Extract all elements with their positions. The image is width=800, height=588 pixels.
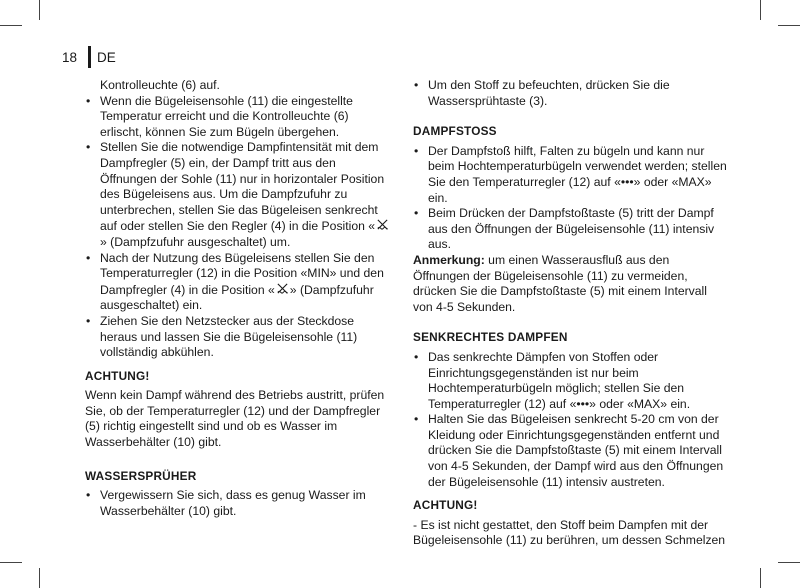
bullet-icon: • — [414, 143, 419, 158]
bullet-icon: • — [414, 349, 419, 364]
continuation-text: Kontrolleuchte (6) auf. — [100, 78, 220, 92]
bullet-icon: • — [414, 412, 419, 427]
crop-mark — [0, 25, 22, 26]
crop-mark — [778, 562, 800, 563]
left-column — [85, 78, 391, 519]
page-header — [62, 46, 116, 68]
section-heading-sprayer: WASSERSPRÜHER — [85, 468, 197, 483]
language-code: DE — [97, 49, 116, 65]
list-item: • Vergewissern Sie sich, dass es genug Wasser im Wasserbehälter (10) gibt. — [86, 488, 366, 518]
bullet-icon: • — [86, 250, 91, 265]
note-label: Anmerkung: — [413, 252, 485, 267]
crop-mark — [760, 568, 761, 588]
list-item: • Beim Drücken der Dampfstoßtaste (5) tritt der Dampf aus den Öffnungen der Bügeleisensohle (11) intensiv aus. — [414, 206, 715, 252]
crop-mark — [778, 25, 800, 26]
warning-text: Wenn kein Dampf während des Betriebs austritt, prüfen Sie, ob der Temperaturregler (12) und der Dampfregler (5) richtig eingestellt sind und ob es Wasser im Wasserbehälter (10) gibt. — [85, 388, 385, 450]
crop-mark — [760, 0, 761, 20]
list-item: • Um den Stoff zu befeuchten, drücken Sie die Wassersprühtaste (3). — [414, 78, 670, 108]
note-text: um einen Wasserausfluß aus den Öffnungen der Bügeleisensohle (11) zu vermeiden, drücken Sie die Dampfstoßtaste (5) mit einem Intervall von 4-5 Sekunden. — [413, 252, 707, 314]
bullet-icon: • — [414, 206, 419, 221]
header-divider — [88, 46, 91, 68]
list-item: • Nach der Nutzung des Bügeleisens stellen Sie den Temperaturregler (12) in die Position «MIN» und den Dampfregler (4) in die Position « » (Dampfzufuhr ausgeschaltet) ein. — [86, 250, 384, 313]
page-number: 18 — [62, 49, 78, 65]
steam-off-icon — [376, 218, 389, 231]
note-paragraph — [413, 253, 729, 315]
crop-mark — [0, 562, 22, 563]
crop-mark — [39, 0, 40, 20]
list-item: • Wenn die Bügeleisensohle (11) die eingestellte Temperatur erreicht und die Kontrolleuchte (6) erlischt, können Sie zum Bügeln übergehen. — [86, 93, 353, 139]
bullet-icon: • — [86, 140, 91, 155]
list-item: • Stellen Sie die notwendige Dampfintensität mit dem Dampfregler (5) ein, der Dampf tritt aus den Öffnungen der Sohle (11) nur in horizontaler Position des Bügeleisens aus. Um die Dampfzufuhr zu unterbrechen, stellen Sie das Bügeleisen senkrecht auf oder stellen Sie den Regler (4) in die Position «» (Dampfzufuhr ausgeschaltet) um. — [85, 140, 391, 250]
bullet-icon: • — [86, 93, 91, 108]
crop-mark — [39, 568, 40, 588]
bullet-icon: • — [86, 313, 91, 328]
section-heading-burst: DAMPFSTOSS — [413, 124, 497, 139]
warning-heading: ACHTUNG! — [413, 498, 478, 513]
list-item: • Halten Sie das Bügeleisen senkrecht 5-20 cm von der Kleidung oder Einrichtungsgegenständen entfernt und drücken Sie die Dampfstoßtaste (5) mit einem Intervall von 4-5 Sekunden, der Dampf wird aus den Öffnungen der Bügeleisensohle (11) intensiv austreten. — [414, 412, 724, 489]
bullet-icon: • — [414, 78, 419, 92]
section-heading-vertical: SENKRECHTES DAMPFEN — [413, 330, 568, 345]
list-item: • Der Dampfstoß hilft, Falten zu bügeln und kann nur beim Hochtemperaturbügeln verwendet werden; stellen Sie den Temperaturregler (12) auf «•••» oder «MAX» ein. — [414, 143, 727, 205]
list-item: • Ziehen Sie den Netzstecker aus der Steckdose heraus und lassen Sie die Bügeleisensohle (11) vollständig abkühlen. — [86, 313, 358, 360]
warning-heading: ACHTUNG! — [85, 368, 150, 383]
steam-off-icon — [276, 282, 289, 295]
bullet-icon: • — [86, 488, 91, 503]
warning-text: - Es ist nicht gestattet, den Stoff beim Dampfen mit der Bügeleisensohle (11) zu berühren, um dessen Schmelzen — [413, 517, 726, 548]
list-item: • Das senkrechte Dämpfen von Stoffen oder Einrichtungsgegenständen ist nur beim Hochtemperaturbügeln möglich; stellen Sie den Temperaturregler (12) auf «•••» oder «MAX» ein. — [414, 349, 691, 411]
right-column — [413, 78, 729, 549]
